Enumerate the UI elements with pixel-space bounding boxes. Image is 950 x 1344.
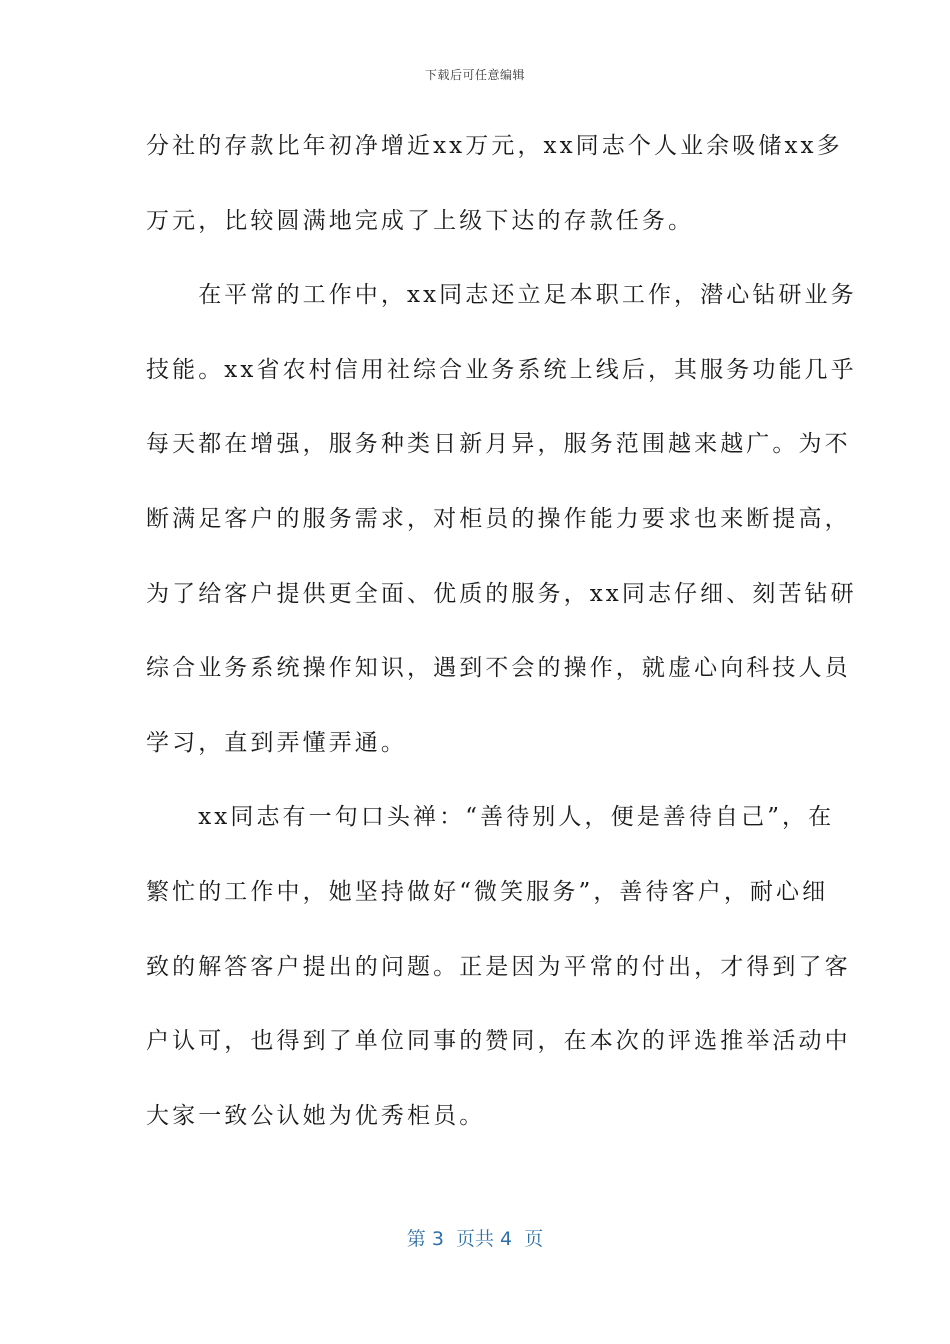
page-number-footer: 第 3 页共 4 页 [406,1228,544,1250]
text-line: 繁忙的工作中，她坚持做好“微笑服务”，善待客户，耐心细 [146,878,829,905]
text-line: 技能。xx省农村信用社综合业务系统上线后，其服务功能几乎 [146,356,857,383]
text-line: 万元，比较圆满地完成了上级下达的存款任务。 [146,207,695,234]
text-line: 在平常的工作中，xx同志还立足本职工作，潜心钻研业务 [146,282,857,309]
text-line: 学习，直到弄懂弄通。 [146,729,407,756]
text-line: 户认可，也得到了单位同事的赞同，在本次的评选推举活动中 [146,1028,851,1055]
text-line: 分社的存款比年初净增近xx万元，xx同志个人业余吸储xx多 [146,133,843,159]
text-line: 致的解答客户提出的问题。正是因为平常的付出，才得到了客 [146,953,851,980]
document-body [146,122,857,1166]
text-line: xx同志有一句口头禅：“善待别人，便是善待自己”，在 [146,804,835,831]
text-line: 断满足客户的服务需求，对柜员的操作能力要求也来断提高， [146,505,851,532]
text-line: 大家一致公认她为优秀柜员。 [146,1102,486,1129]
page-header: 下载后可任意编辑 [424,68,525,82]
text-line: 为了给客户提供更全面、优质的服务，xx同志仔细、刻苦钻研 [146,580,857,607]
text-line: 每天都在增强，服务种类日新月异，服务范围越来越广。为不 [146,431,851,458]
text-line: 综合业务系统操作知识，遇到不会的操作，就虚心向科技人员 [146,655,851,682]
